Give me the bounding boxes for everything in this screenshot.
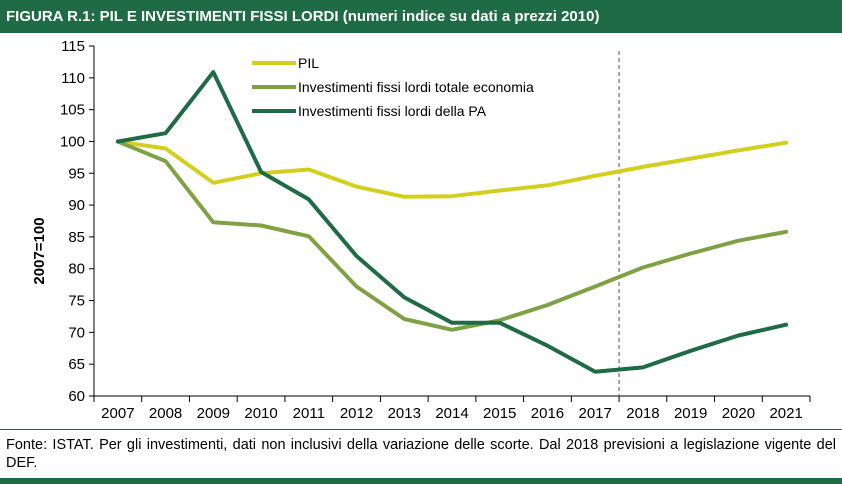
y-tick-label: 115	[61, 38, 85, 55]
line-chart	[0, 33, 842, 429]
legend-label-1: PIL	[298, 55, 320, 71]
y-tick-label: 110	[61, 69, 85, 87]
x-tick-label: 2018	[626, 405, 660, 422]
x-tick-label: 2011	[292, 405, 325, 422]
figure-header	[0, 0, 842, 33]
y-tick-label: 105	[59, 101, 85, 119]
y-tick-label: 75	[68, 292, 85, 310]
source-note: Fonte: ISTAT. Per gli investimenti, dati non inclusivi della variazione delle scorte. Dal 2018 previsioni a legislazione vigente del DEF.	[6, 437, 836, 471]
y-tick-label: 65	[68, 356, 85, 374]
legend-label-2: Investimenti fissi lordi totale economia	[298, 79, 534, 95]
series-line-2	[118, 142, 786, 330]
legend-label-3: Investimenti fissi lordi della PA	[298, 103, 487, 119]
y-tick-label: 80	[68, 260, 85, 278]
y-tick-label: 85	[68, 228, 85, 246]
chart-area	[0, 33, 842, 429]
series-line-1	[118, 142, 786, 197]
x-tick-label: 2017	[578, 405, 612, 422]
x-tick-label: 2013	[387, 405, 421, 422]
x-tick-label: 2008	[148, 405, 183, 422]
x-tick-label: 2012	[339, 405, 374, 422]
y-tick-label: 90	[68, 197, 85, 215]
x-tick-label: 2015	[483, 405, 517, 422]
y-tick-label: 100	[59, 133, 85, 151]
y-axis-label: 2007=100	[31, 217, 48, 285]
footer-bar	[0, 478, 842, 484]
y-tick-label: 70	[68, 324, 85, 342]
x-tick-label: 2020	[721, 405, 756, 422]
x-tick-label: 2021	[769, 405, 803, 422]
x-tick-label: 2010	[244, 405, 278, 422]
x-tick-label: 2014	[435, 405, 469, 422]
source-divider	[0, 429, 842, 430]
x-tick-label: 2019	[673, 405, 708, 422]
x-tick-label: 2009	[196, 405, 231, 422]
x-tick-label: 2007	[101, 405, 135, 422]
y-tick-label: 60	[68, 388, 85, 405]
figure-title: FIGURA R.1: PIL E INVESTIMENTI FISSI LORDI (numeri indice su dati a prezzi 2010)	[6, 8, 600, 25]
x-tick-label: 2016	[530, 405, 565, 422]
y-tick-label: 95	[68, 165, 85, 183]
